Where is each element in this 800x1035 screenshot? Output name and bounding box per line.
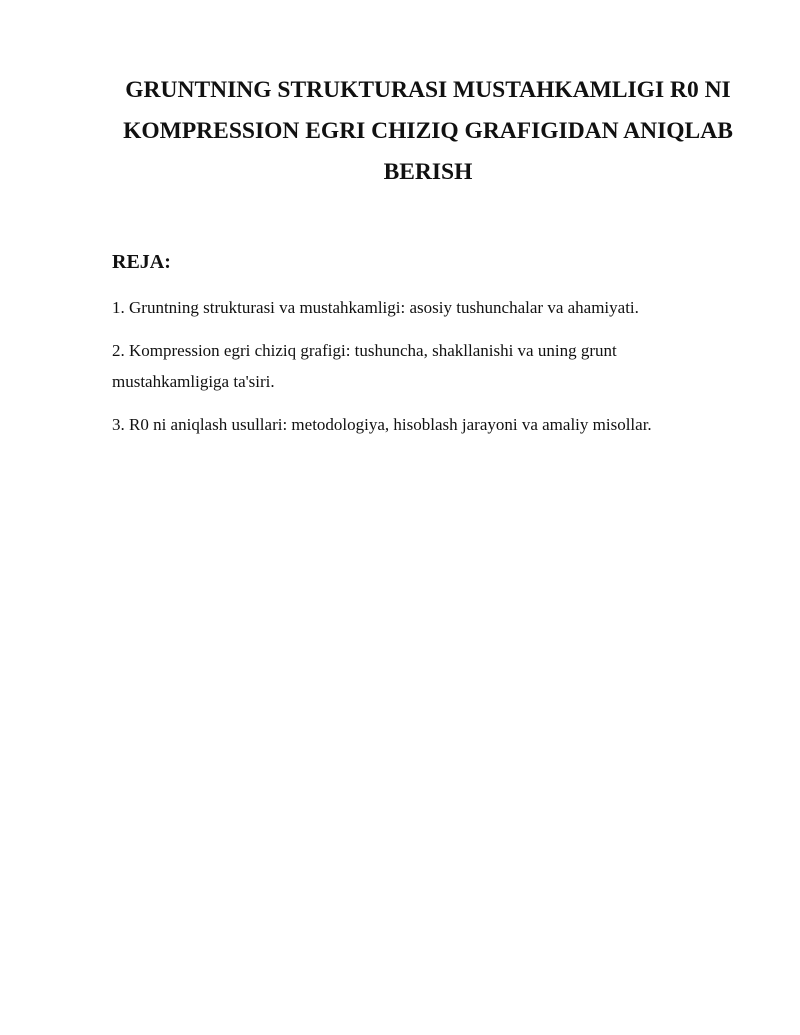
plan-heading: REJA:	[112, 251, 171, 273]
plan-list	[112, 292, 742, 452]
document-title	[100, 70, 756, 193]
plan-item-1	[112, 292, 742, 323]
plan-item-2-line-1: 2. Kompression egri chiziq grafigi: tushuncha, shakllanishi va uning grunt	[112, 341, 617, 360]
plan-item-2	[112, 335, 742, 397]
title-line-1: GRUNTNING STRUKTURASI MUSTAHKAMLIGI R0 NI	[125, 77, 731, 103]
title-line-2: KOMPRESSION EGRI CHIZIQ GRAFIGIDAN ANIQLAB	[123, 118, 733, 144]
plan-item-3	[112, 409, 742, 440]
plan-item-2-line-2: mustahkamligiga ta'siri.	[112, 372, 275, 391]
plan-item-1-line-1: 1. Gruntning strukturasi va mustahkamligi: asosiy tushunchalar va ahamiyati.	[112, 298, 639, 317]
title-line-3: BERISH	[383, 159, 473, 185]
plan-item-3-line-1: 3. R0 ni aniqlash usullari: metodologiya, hisoblash jarayoni va amaliy misollar.	[112, 415, 652, 434]
